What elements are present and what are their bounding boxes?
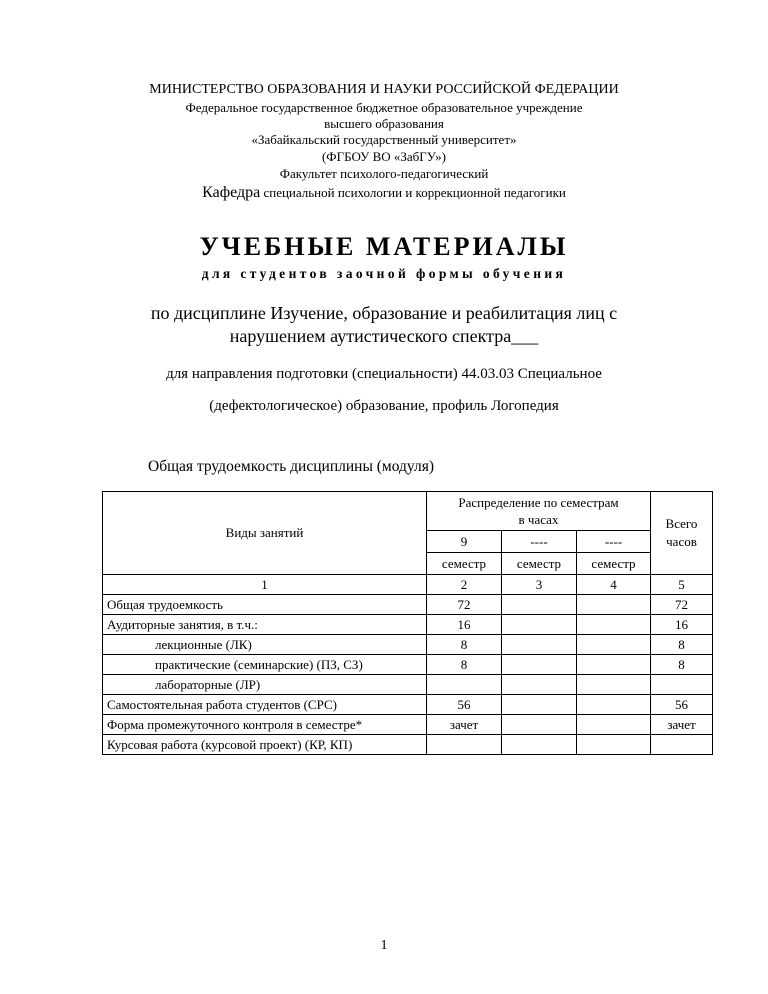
semester-1-word: семестр <box>427 553 502 575</box>
table-row <box>103 695 713 715</box>
header-distribution-line-1: Распределение по семестрам <box>458 495 619 510</box>
column-number: 3 <box>502 575 577 595</box>
row-label: Аудиторные занятия, в т.ч.: <box>103 615 427 635</box>
row-semester-2-value <box>502 715 577 735</box>
table-row <box>103 735 713 755</box>
row-label: лекционные (ЛК) <box>103 635 427 655</box>
department-line <box>0 184 768 202</box>
direction-line-2: (дефектологическое) образование, профиль Логопедия <box>209 398 559 414</box>
header-total-line-1: Всего <box>665 516 698 531</box>
row-semester-3-value <box>577 615 651 635</box>
row-semester-3-value <box>577 735 651 755</box>
table-column-numbers-row <box>103 575 713 595</box>
semester-3-word: семестр <box>577 553 651 575</box>
column-number: 2 <box>427 575 502 595</box>
row-semester-2-value <box>502 635 577 655</box>
row-label: лабораторные (ЛР) <box>103 675 427 695</box>
header-total-line-2: часов <box>666 534 697 549</box>
table-row <box>103 635 713 655</box>
row-semester-3-value <box>577 655 651 675</box>
table-row <box>103 615 713 635</box>
row-label: Самостоятельная работа студентов (СРС) <box>103 695 427 715</box>
row-label: практические (семинарские) (ПЗ, СЗ) <box>103 655 427 675</box>
row-total-value: 8 <box>651 655 713 675</box>
header-semester-distribution <box>427 492 651 531</box>
row-semester-1-value: 56 <box>427 695 502 715</box>
university-abbreviation: (ФГБОУ ВО «ЗабГУ») <box>321 149 447 164</box>
row-semester-3-value <box>577 675 651 695</box>
row-label: Курсовая работа (курсовой проект) (КР, КП) <box>103 735 427 755</box>
department-word: Кафедра <box>202 184 261 201</box>
header-distribution-line-2: в часах <box>518 512 559 527</box>
row-semester-3-value <box>577 695 651 715</box>
row-semester-1-value: 16 <box>427 615 502 635</box>
table-header-row <box>103 492 713 531</box>
row-total-value: 16 <box>651 615 713 635</box>
workload-table <box>102 491 713 755</box>
workload-label: Общая трудоемкость дисциплины (модуля) <box>148 458 434 475</box>
row-total-value: зачет <box>651 715 713 735</box>
row-semester-3-value <box>577 715 651 735</box>
semester-1-number: 9 <box>427 531 502 553</box>
document-subtitle: для студентов заочной формы обучения <box>201 266 567 281</box>
document-title: УЧЕБНЫЕ МАТЕРИАЛЫ <box>199 232 569 261</box>
row-semester-1-value: 8 <box>427 635 502 655</box>
row-semester-1-value <box>427 735 502 755</box>
direction-line-1: для направления подготовки (специальности) 44.03.03 Специальное <box>166 366 602 382</box>
education-level-line: высшего образования <box>324 116 444 131</box>
row-semester-1-value: зачет <box>427 715 502 735</box>
table-row <box>103 595 713 615</box>
column-number: 4 <box>577 575 651 595</box>
faculty-line: Факультет психолого-педагогический <box>279 166 489 181</box>
row-label: Общая трудоемкость <box>103 595 427 615</box>
row-total-value: 56 <box>651 695 713 715</box>
semester-2-number: ---- <box>502 531 577 553</box>
discipline-line-2: нарушением аутистического спектра___ <box>229 326 539 346</box>
row-semester-3-value <box>577 595 651 615</box>
row-semester-2-value <box>502 595 577 615</box>
institution-type-line: Федеральное государственное бюджетное образовательное учреждение <box>185 100 583 115</box>
row-semester-1-value: 72 <box>427 595 502 615</box>
row-total-value: 72 <box>651 595 713 615</box>
header-total-hours <box>651 492 713 575</box>
discipline-line-1: по дисциплине Изучение, образование и реабилитация лиц с <box>150 303 618 323</box>
row-semester-2-value <box>502 655 577 675</box>
table-row <box>103 655 713 675</box>
row-semester-1-value: 8 <box>427 655 502 675</box>
header-activity-type: Виды занятий <box>103 492 427 575</box>
table-row <box>103 715 713 735</box>
row-total-value: 8 <box>651 635 713 655</box>
page-number: 1 <box>380 938 388 953</box>
row-semester-2-value <box>502 735 577 755</box>
column-number: 5 <box>651 575 713 595</box>
row-total-value <box>651 675 713 695</box>
row-label: Форма промежуточного контроля в семестре* <box>103 715 427 735</box>
column-number: 1 <box>103 575 427 595</box>
row-semester-2-value <box>502 615 577 635</box>
university-name: «Забайкальский государственный университет» <box>251 132 517 147</box>
semester-3-number: ---- <box>577 531 651 553</box>
row-semester-2-value <box>502 695 577 715</box>
row-semester-1-value <box>427 675 502 695</box>
semester-2-word: семестр <box>502 553 577 575</box>
row-total-value <box>651 735 713 755</box>
table-row <box>103 675 713 695</box>
ministry-line: МИНИСТЕРСТВО ОБРАЗОВАНИЯ И НАУКИ РОССИЙСКОЙ ФЕДЕРАЦИИ <box>149 82 619 97</box>
row-semester-3-value <box>577 635 651 655</box>
row-semester-2-value <box>502 675 577 695</box>
department-name: специальной психологии и коррекционной педагогики <box>260 185 566 200</box>
